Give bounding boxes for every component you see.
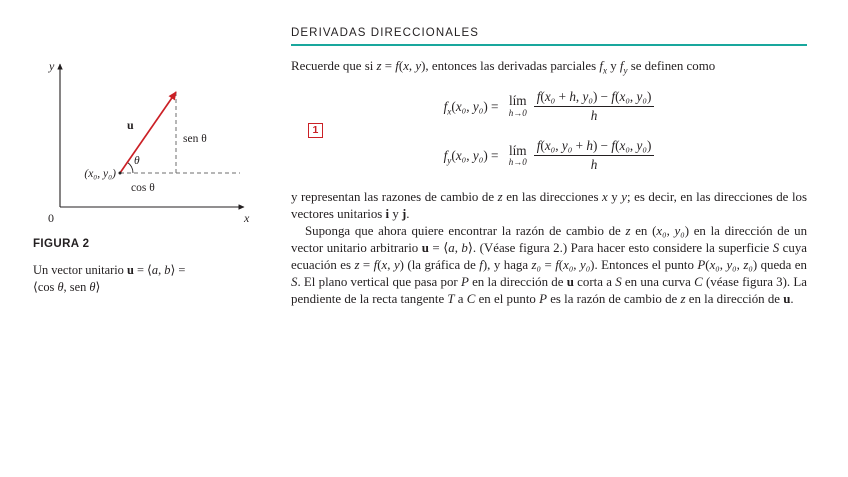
- fraction-denominator: h: [590, 108, 598, 124]
- vector-u-label: u: [127, 118, 134, 132]
- fraction-numerator: f(x₀, y₀ + h) − f(x₀, y₀): [534, 138, 655, 156]
- point-label: (x₀, y₀): [84, 168, 116, 180]
- figure-caption-label: FIGURA 2: [33, 238, 90, 250]
- equation-number-badge: 1: [308, 123, 323, 138]
- fraction-denominator: h: [590, 157, 598, 173]
- theta-label: θ: [134, 155, 140, 167]
- heading-rule: [291, 44, 807, 46]
- x-axis-label: x: [244, 211, 250, 225]
- fraction: [534, 89, 655, 124]
- cos-theta-label: cos θ: [131, 182, 155, 194]
- figure-2: [28, 52, 263, 232]
- sen-theta-label: sen θ: [183, 133, 207, 145]
- paragraph-directions: y representan las razones de cambio de z en las direcciones x y y; es decir, en las direcciones de los vectores unitarios i y j.: [291, 190, 807, 222]
- origin-label: 0: [48, 211, 54, 225]
- fraction: [534, 138, 655, 173]
- equation-fx: [444, 89, 655, 124]
- section-heading: DERIVADAS DIRECCIONALES: [291, 27, 480, 39]
- intro-paragraph: Recuerde que si z = f(x, y), entonces las derivadas parciales $f_x$ y $f_y$ se definen como: [291, 59, 716, 76]
- y-axis-label: y: [49, 59, 55, 73]
- equations-block: [291, 83, 807, 177]
- figure-caption-line1: Un vector unitario u = ⟨a, b⟩ =: [33, 263, 186, 277]
- lim-subscript: h→0: [508, 157, 527, 168]
- lim-subscript: h→0: [508, 107, 527, 118]
- figure-caption: [33, 236, 263, 296]
- lim-word: lím: [508, 93, 527, 109]
- paragraph-suponga: Suponga que ahora quiere encontrar la razón de cambio de z en (x₀, y₀) en la dirección de un vector unitario arbitrario u = ⟨a, b⟩. (Véase figura 2.) Para hacer esto considere la superficie S cuya ecuación es z = f(x, y) (la gráfica de f), y haga z₀ = f(x₀, y₀). Entonces el punto P(x₀, y₀, z₀) queda en S. El plano vertical que pasa por P en la dirección de u corta a S en una curva C (véase figura 3). La pendiente de la recta tangente T a C en el punto P es la razón de cambio de z en la dirección de u.: [291, 224, 808, 307]
- vector-u-arrow: [120, 92, 176, 173]
- equation-lhs: $f_x(x_0$, y₀) =: [443, 98, 502, 117]
- unit-vector-diagram: [28, 52, 263, 232]
- base-point: [119, 172, 122, 175]
- main-content: [291, 27, 807, 308]
- theta-arc: [127, 162, 133, 173]
- fraction-numerator: f(x₀ + h, y₀) − f(x₀, y₀): [534, 89, 655, 107]
- figure-caption-line2: ⟨cos θ, sen θ⟩: [33, 280, 101, 294]
- equation-fy: [444, 138, 655, 173]
- limit-operator: [509, 144, 527, 168]
- limit-operator: [509, 94, 527, 118]
- lim-word: lím: [508, 142, 527, 158]
- equation-lhs: $f_y(x_0$, y₀) =: [443, 147, 502, 166]
